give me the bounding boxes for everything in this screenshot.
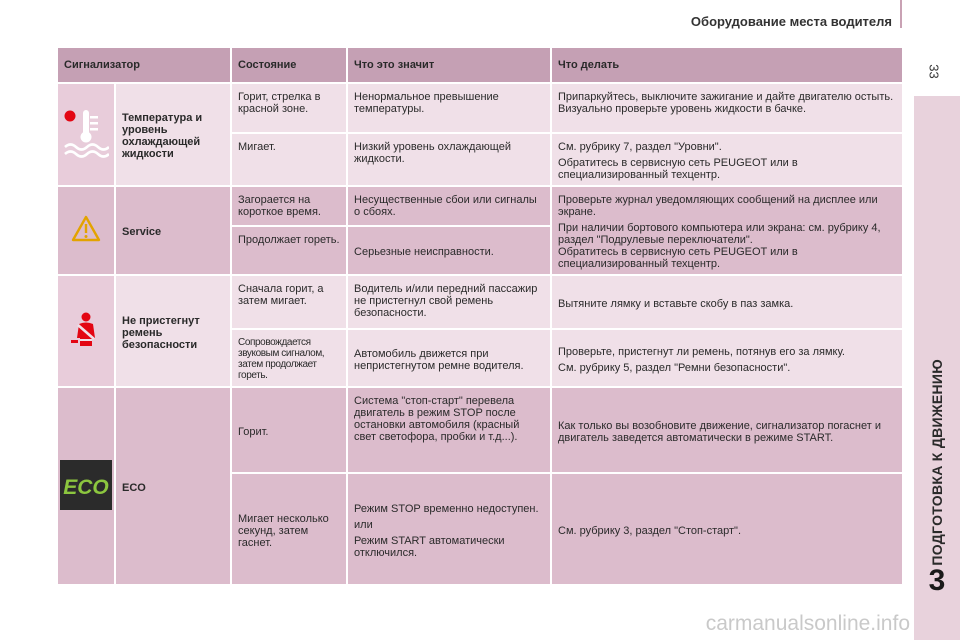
coolant-icon-cell xyxy=(57,83,115,186)
table-row xyxy=(57,186,903,226)
chapter-title: ПОДГОТОВКА К ДВИЖЕНИЮ xyxy=(929,359,945,566)
action-text: При наличии бортового компьютера или экрана: см. рубрику 4, раздел "Подрулевые переключатели". xyxy=(558,222,881,246)
state-cell: Загорается на короткое время. xyxy=(231,186,347,226)
action-text: Вытяните лямку и вставьте скобу в паз замка. xyxy=(558,297,794,310)
eco-icon xyxy=(60,460,112,513)
meaning-cell: Автомобиль движется при непристегнутом ремне водителя. xyxy=(347,329,551,387)
seatbelt-indicator-name: Не пристегнут ремень безопасности xyxy=(115,275,231,387)
page-number: 33 xyxy=(926,64,942,79)
action-text: Проверьте, пристегнут ли ремень, потянув его за лямку. xyxy=(558,345,845,358)
watermark: carmanualsonline.info xyxy=(705,612,910,635)
state-cell: Мигает. xyxy=(231,133,347,186)
meaning-cell: Система "стоп-старт" перевела двигатель в режим STOP после остановки автомобиля (красный свет светофора, пробки и т.д...). xyxy=(347,387,551,473)
table-row xyxy=(57,275,903,329)
chapter-side-tab xyxy=(914,96,960,640)
state-cell: Продолжает гореть. xyxy=(231,226,347,275)
state-cell: Сопровождается звуковым сигналом, затем продолжает гореть. xyxy=(231,329,347,387)
header-meaning: Что это значит xyxy=(347,47,551,83)
action-cell xyxy=(551,473,903,585)
table-row xyxy=(57,387,903,473)
action-cell xyxy=(551,329,903,387)
state-cell: Горит. xyxy=(231,387,347,473)
action-text: Обратитесь в сервисную сеть PEUGEOT или в специализированный техцентр. xyxy=(558,157,798,181)
action-text: Как только вы возобновите движение, сигнализатор погаснет и двигатель заведется автоматически в режиме START. xyxy=(558,419,881,444)
meaning-cell: Серьезные неисправности. xyxy=(347,226,551,275)
table-header-row xyxy=(57,47,903,83)
chapter-number: 3 xyxy=(928,564,946,597)
meaning-text: Режим START автоматически отключился. xyxy=(354,534,505,559)
action-cell xyxy=(551,83,903,133)
action-cell xyxy=(551,387,903,473)
action-cell xyxy=(551,275,903,329)
seatbelt-icon xyxy=(69,312,103,351)
header-state: Состояние xyxy=(231,47,347,83)
state-cell: Горит, стрелка в красной зоне. xyxy=(231,83,347,133)
page-header: Оборудование места водителя xyxy=(690,14,892,29)
eco-icon-cell xyxy=(57,387,115,585)
action-text: Обратитесь в сервисную сеть PEUGEOT или в специализированный техцентр. xyxy=(558,246,798,270)
header-rule xyxy=(900,0,902,28)
action-text: Припаркуйтесь, выключите зажигание и дайте двигателю остыть. Визуально проверьте уровень жидкости в бачке. xyxy=(558,91,894,115)
service-warning-icon xyxy=(71,215,101,246)
meaning-text: или xyxy=(354,518,373,531)
meaning-cell: Низкий уровень охлаждающей жидкости. xyxy=(347,133,551,186)
seatbelt-icon-cell xyxy=(57,275,115,387)
meaning-cell xyxy=(347,473,551,585)
coolant-temperature-icon xyxy=(63,108,109,161)
action-text: Проверьте журнал уведомляющих сообщений на дисплее или экране. xyxy=(558,194,878,218)
meaning-text: Режим STOP временно недоступен. xyxy=(354,502,539,515)
header-indicator: Сигнализатор xyxy=(57,47,231,83)
action-text: См. рубрику 3, раздел "Стоп-старт". xyxy=(558,524,742,537)
meaning-cell: Водитель и/или передний пассажир не пристегнул свой ремень безопасности. xyxy=(347,275,551,329)
state-cell: Сначала горит, а затем мигает. xyxy=(231,275,347,329)
chapter-title-wrap xyxy=(914,96,960,566)
action-cell xyxy=(551,186,903,275)
svg-text:ECO: ECO xyxy=(63,475,109,499)
action-text: См. рубрику 5, раздел "Ремни безопасности". xyxy=(558,361,791,374)
meaning-cell: Ненормальное превышение температуры. xyxy=(347,83,551,133)
meaning-cell: Несущественные сбои или сигналы о сбоях. xyxy=(347,186,551,226)
service-icon-cell xyxy=(57,186,115,275)
header-action: Что делать xyxy=(551,47,903,83)
action-cell xyxy=(551,133,903,186)
state-cell: Мигает несколько секунд, затем гаснет. xyxy=(231,473,347,585)
warning-lights-table xyxy=(56,46,902,586)
table-row xyxy=(57,83,903,133)
action-text: См. рубрику 7, раздел "Уровни". xyxy=(558,141,722,153)
service-indicator-name: Service xyxy=(115,186,231,275)
eco-indicator-name: ECO xyxy=(115,387,231,585)
coolant-indicator-name: Температура и уровень охлаждающей жидкости xyxy=(115,83,231,186)
